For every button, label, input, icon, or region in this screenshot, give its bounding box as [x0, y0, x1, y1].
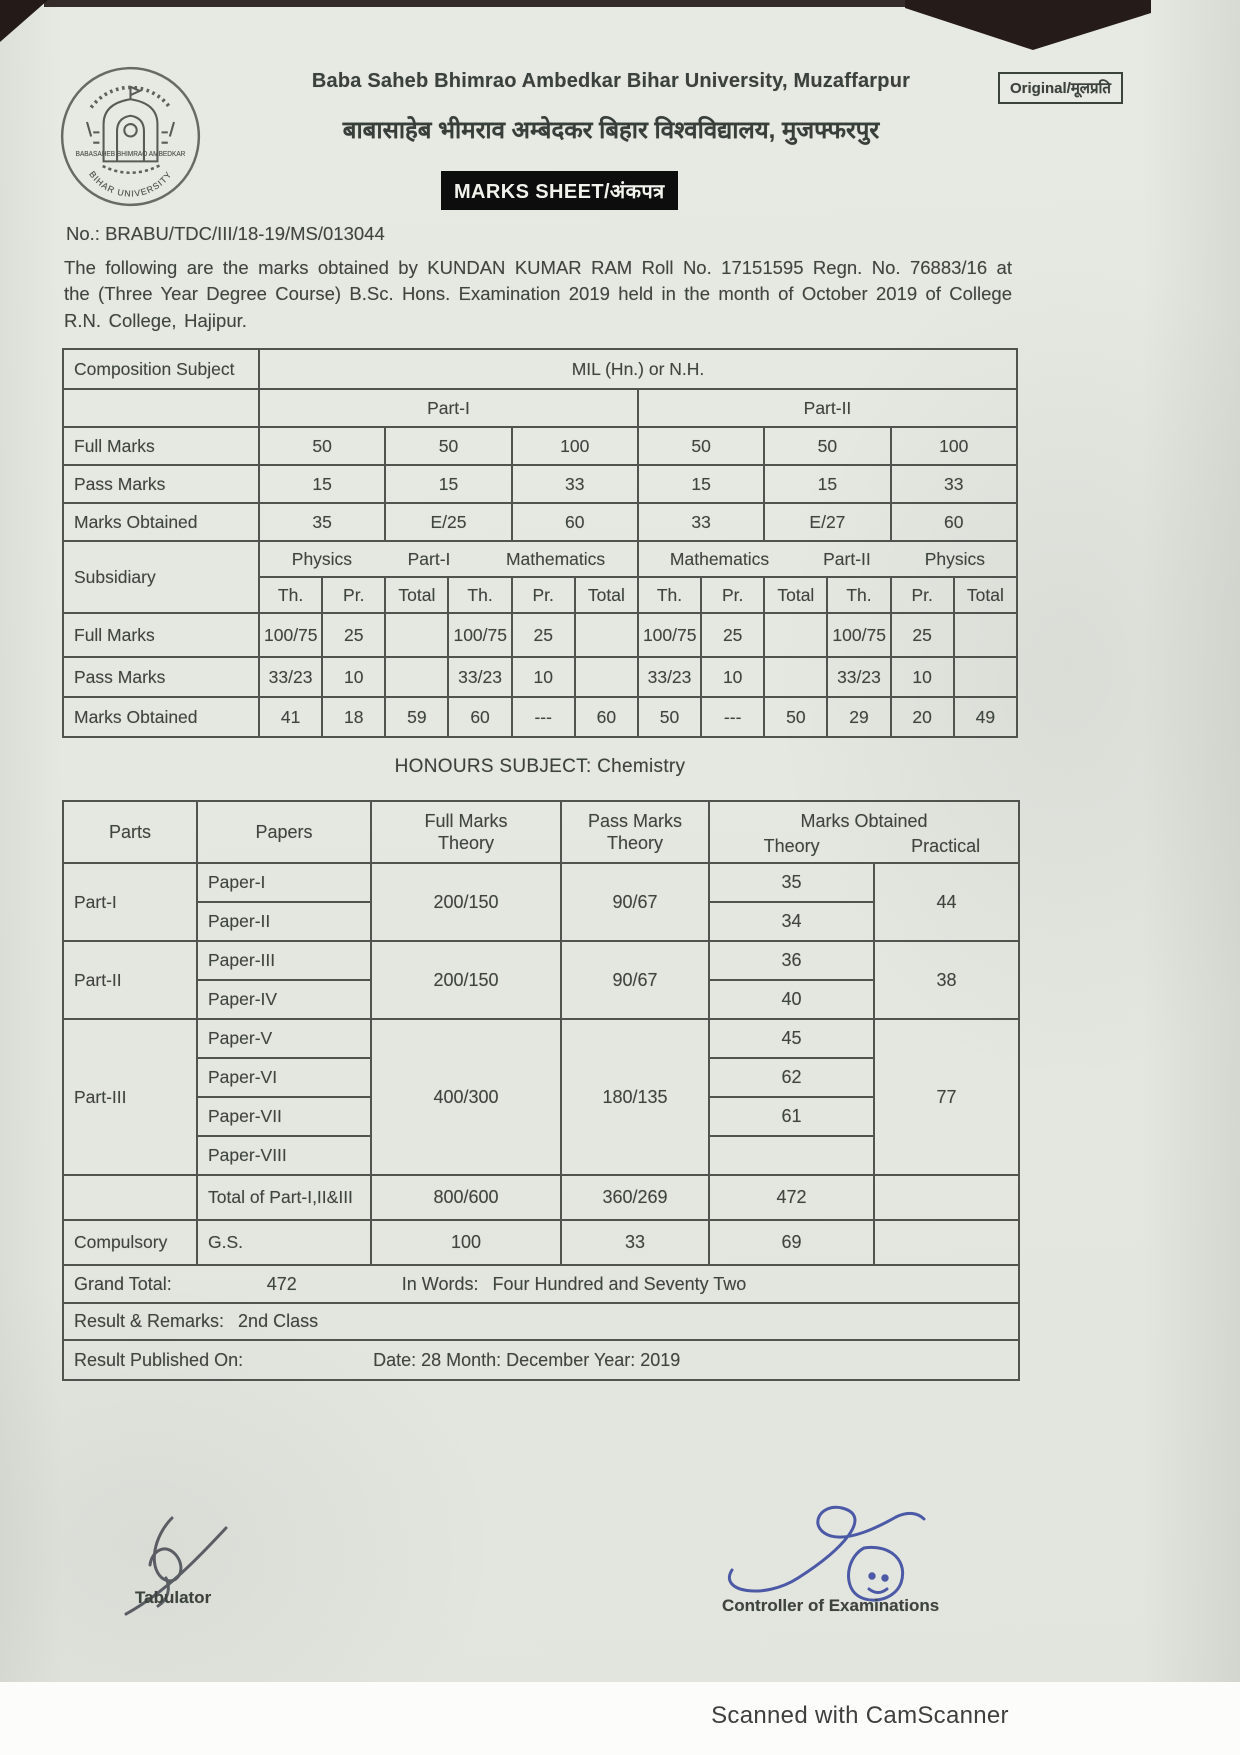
- published-row: [63, 1340, 1019, 1380]
- practical-subheader: Practical: [911, 836, 981, 856]
- value-cell: 50: [764, 427, 890, 465]
- value-cell: 100: [512, 427, 638, 465]
- theory-marks-cell: [709, 1136, 874, 1175]
- group-part: Part-I: [407, 548, 451, 569]
- practical-marks-cell: 38: [874, 941, 1019, 1019]
- value-cell: 18: [322, 697, 385, 737]
- seal-bottom-text: BIHAR UNIVERSITY: [87, 169, 174, 199]
- camscanner-text: Scanned with CamScanner: [711, 1702, 1009, 1729]
- university-seal: [58, 64, 203, 209]
- header-line: Theory: [606, 833, 664, 853]
- row-label-cell: Full Marks: [63, 427, 259, 465]
- row-label-cell: Marks Obtained: [63, 503, 259, 541]
- theory-marks-cell: 472: [709, 1175, 874, 1220]
- serial-number: No.: BRABU/TDC/III/18-19/MS/013044: [66, 223, 385, 244]
- value-cell: 100/75: [259, 613, 322, 657]
- paper-cell: Paper-VI: [197, 1058, 371, 1097]
- value-cell: 25: [891, 613, 954, 657]
- table-row: [63, 349, 1017, 389]
- col-header-cell: Pr.: [322, 577, 385, 613]
- compulsory-row: [63, 1220, 1019, 1265]
- scan-edge-top: [44, 0, 910, 7]
- part-label-cell: [63, 1175, 197, 1220]
- value-cell: 15: [385, 465, 511, 503]
- value-cell: 100/75: [638, 613, 701, 657]
- row-label-cell: Marks Obtained: [63, 697, 259, 737]
- published-value: Date: 28 Month: December Year: 2019: [373, 1349, 681, 1370]
- full-marks-cell: 400/300: [371, 1019, 561, 1175]
- composition-table: [62, 348, 1018, 738]
- value-cell: 41: [259, 697, 322, 737]
- col-header-cell: [561, 801, 709, 863]
- part-label-cell: Part-II: [63, 941, 197, 1019]
- marks-sheet-banner: MARKS SHEET/अंकपत्र: [441, 171, 678, 210]
- value-cell: 15: [764, 465, 890, 503]
- scan-corner-top-right: [905, 0, 1151, 50]
- svg-text:BIHAR UNIVERSITY: [87, 169, 174, 199]
- in-words-label: In Words:: [401, 1273, 479, 1294]
- value-cell: 29: [827, 697, 890, 737]
- value-cell: E/27: [764, 503, 890, 541]
- value-cell: [385, 613, 448, 657]
- part-label-cell: Part-I: [63, 863, 197, 941]
- theory-marks-cell: 36: [709, 941, 874, 980]
- theory-marks-cell: 40: [709, 980, 874, 1019]
- value-cell: 49: [954, 697, 1017, 737]
- honours-table: [62, 800, 1020, 1381]
- honours-header-row: [63, 801, 1019, 863]
- grand-total-value: 472: [266, 1273, 297, 1294]
- value-cell: 10: [701, 657, 764, 697]
- group-part: Part-II: [823, 548, 871, 569]
- published-label: Result Published On:: [74, 1349, 244, 1370]
- col-header-cell: Pr.: [701, 577, 764, 613]
- value-cell: [385, 657, 448, 697]
- university-name-hindi: बाबासाहेब भीमराव अम्बेदकर बिहार विश्वविद्यालय, मुजफ्फरपुर: [342, 117, 880, 144]
- paper-row: [63, 941, 1019, 980]
- paper-cell: Paper-II: [197, 902, 371, 941]
- scan-corner-top-left: [0, 0, 48, 42]
- row-label-cell: Pass Marks: [63, 657, 259, 697]
- value-cell: 100/75: [827, 613, 890, 657]
- pass-marks-row: [63, 465, 1017, 503]
- marks-obtained-header-cell: [709, 801, 1019, 863]
- grand-total-cell: [63, 1265, 1019, 1303]
- group-subject: Mathematics: [505, 548, 606, 569]
- row-label-cell: [63, 389, 259, 427]
- paper-row: [63, 863, 1019, 902]
- part-header-cell: Part-II: [638, 389, 1017, 427]
- header-line: Theory: [437, 833, 495, 853]
- paper-cell: Paper-IV: [197, 980, 371, 1019]
- full-marks-cell: 100: [371, 1220, 561, 1265]
- value-cell: 50: [638, 427, 764, 465]
- seal-band-text: BABASAHEB BHIMRAO AMBEDKAR: [75, 149, 186, 159]
- practical-marks-cell: [874, 1175, 1019, 1220]
- group-subject: Physics: [924, 548, 986, 569]
- theory-marks-cell: 61: [709, 1097, 874, 1136]
- value-cell: 100: [891, 427, 1017, 465]
- col-header-cell: Total: [575, 577, 638, 613]
- theory-marks-cell: 69: [709, 1220, 874, 1265]
- col-header-cell: Parts: [63, 801, 197, 863]
- col-header-cell: Pr.: [512, 577, 575, 613]
- result-label: Result & Remarks:: [74, 1311, 225, 1331]
- controller-label: Controller of Examinations: [722, 1596, 940, 1615]
- header-line: Marks Obtained: [800, 811, 928, 831]
- value-cell: 10: [891, 657, 954, 697]
- col-header-cell: Papers: [197, 801, 371, 863]
- pass-marks-cell: 90/67: [561, 941, 709, 1019]
- tabulator-signature: [108, 1508, 283, 1633]
- full-marks-cell: 200/150: [371, 941, 561, 1019]
- col-header-cell: Th.: [259, 577, 322, 613]
- value-cell: 60: [891, 503, 1017, 541]
- paper-cell: Paper-VII: [197, 1097, 371, 1136]
- pass-marks-row: [63, 657, 1017, 697]
- part-label-cell: Part-III: [63, 1019, 197, 1175]
- subject-header-cell: MIL (Hn.) or N.H.: [259, 349, 1017, 389]
- value-cell: E/25: [385, 503, 511, 541]
- col-header-cell: Total: [385, 577, 448, 613]
- col-header-cell: Th.: [448, 577, 511, 613]
- original-copy-badge: Original/मूलप्रति: [998, 72, 1123, 104]
- group-subject: Mathematics: [669, 548, 770, 569]
- col-header-cell: Total: [764, 577, 827, 613]
- value-cell: 60: [448, 697, 511, 737]
- university-name-english: Baba Saheb Bhimrao Ambedkar Bihar University, Muzaffarpur: [311, 70, 911, 92]
- value-cell: 35: [259, 503, 385, 541]
- col-header-cell: Total: [954, 577, 1017, 613]
- camscanner-footer: [0, 1682, 1240, 1755]
- marks-obtained-row: [63, 503, 1017, 541]
- subsidiary-group-cell: [638, 541, 1017, 577]
- value-cell: 33/23: [638, 657, 701, 697]
- value-cell: 50: [638, 697, 701, 737]
- subsidiary-group-cell: [259, 541, 638, 577]
- value-cell: [764, 657, 827, 697]
- theory-marks-cell: 45: [709, 1019, 874, 1058]
- value-cell: 60: [512, 503, 638, 541]
- theory-marks-cell: 62: [709, 1058, 874, 1097]
- paper-cell: Paper-V: [197, 1019, 371, 1058]
- value-cell: 25: [701, 613, 764, 657]
- value-cell: 33: [638, 503, 764, 541]
- pass-marks-cell: 360/269: [561, 1175, 709, 1220]
- theory-marks-cell: 34: [709, 902, 874, 941]
- value-cell: [764, 613, 827, 657]
- value-cell: 50: [259, 427, 385, 465]
- value-cell: 100/75: [448, 613, 511, 657]
- col-header-cell: Th.: [638, 577, 701, 613]
- value-cell: 10: [322, 657, 385, 697]
- practical-marks-cell: [874, 1220, 1019, 1265]
- value-cell: [575, 613, 638, 657]
- header-line: Pass Marks: [587, 810, 683, 831]
- result-cell: [63, 1303, 1019, 1340]
- tabulator-label: Tabulator: [135, 1588, 212, 1607]
- full-marks-row: [63, 427, 1017, 465]
- paper-row: [63, 1019, 1019, 1058]
- value-cell: 33: [512, 465, 638, 503]
- result-value: 2nd Class: [238, 1311, 319, 1331]
- value-cell: ---: [701, 697, 764, 737]
- published-cell: [63, 1340, 1019, 1380]
- paper-cell: Paper-I: [197, 863, 371, 902]
- paper-cell: Paper-III: [197, 941, 371, 980]
- value-cell: ---: [512, 697, 575, 737]
- value-cell: 33/23: [827, 657, 890, 697]
- value-cell: 15: [638, 465, 764, 503]
- value-cell: 15: [259, 465, 385, 503]
- practical-marks-cell: 44: [874, 863, 1019, 941]
- value-cell: [954, 613, 1017, 657]
- value-cell: 20: [891, 697, 954, 737]
- col-header-cell: Pr.: [891, 577, 954, 613]
- practical-marks-cell: 77: [874, 1019, 1019, 1175]
- value-cell: 25: [322, 613, 385, 657]
- value-cell: 50: [385, 427, 511, 465]
- table-row: [63, 389, 1017, 427]
- col-header-cell: Th.: [827, 577, 890, 613]
- paper-cell: G.S.: [197, 1220, 371, 1265]
- paper-cell: Paper-VIII: [197, 1136, 371, 1175]
- value-cell: 33: [891, 465, 1017, 503]
- subsidiary-header-row: [63, 541, 1017, 577]
- value-cell: 33/23: [259, 657, 322, 697]
- value-cell: [954, 657, 1017, 697]
- value-cell: [575, 657, 638, 697]
- total-label-cell: Total of Part-I,II&III: [197, 1175, 371, 1220]
- total-row: [63, 1175, 1019, 1220]
- group-subject: Physics: [291, 548, 353, 569]
- value-cell: 33/23: [448, 657, 511, 697]
- value-cell: 50: [764, 697, 827, 737]
- row-label-cell: Full Marks: [63, 613, 259, 657]
- pass-marks-cell: 180/135: [561, 1019, 709, 1175]
- seal-wreath: [102, 166, 160, 173]
- full-marks-row: [63, 613, 1017, 657]
- pass-marks-cell: 90/67: [561, 863, 709, 941]
- value-cell: 10: [512, 657, 575, 697]
- part-label-cell: Compulsory: [63, 1220, 197, 1265]
- pass-marks-cell: 33: [561, 1220, 709, 1265]
- full-marks-cell: 200/150: [371, 863, 561, 941]
- value-cell: 59: [385, 697, 448, 737]
- row-label-cell: Subsidiary: [63, 541, 259, 613]
- grand-total-row: [63, 1265, 1019, 1303]
- theory-subheader: Theory: [763, 836, 820, 856]
- row-label-cell: Composition Subject: [63, 349, 259, 389]
- honours-subject-heading: HONOURS SUBJECT: Chemistry: [394, 756, 686, 777]
- theory-marks-cell: 35: [709, 863, 874, 902]
- header-line: Full Marks: [424, 810, 508, 831]
- grand-total-label: Grand Total:: [74, 1273, 172, 1294]
- value-cell: 25: [512, 613, 575, 657]
- result-row: [63, 1303, 1019, 1340]
- marks-obtained-row: [63, 697, 1017, 737]
- full-marks-cell: 800/600: [371, 1175, 561, 1220]
- row-label-cell: Pass Marks: [63, 465, 259, 503]
- col-header-cell: [371, 801, 561, 863]
- value-cell: 60: [575, 697, 638, 737]
- in-words-value: Four Hundred and Seventy Two: [492, 1273, 747, 1294]
- part-header-cell: Part-I: [259, 389, 638, 427]
- intro-paragraph: The following are the marks obtained by KUNDAN KUMAR RAM Roll No. 17151595 Regn. No. 76883/16 at the (Three Year Degree Course) B.Sc. Hons. Examination 2019 held in the month of October 2019 of College R.N. College, Hajipur.: [64, 257, 1012, 331]
